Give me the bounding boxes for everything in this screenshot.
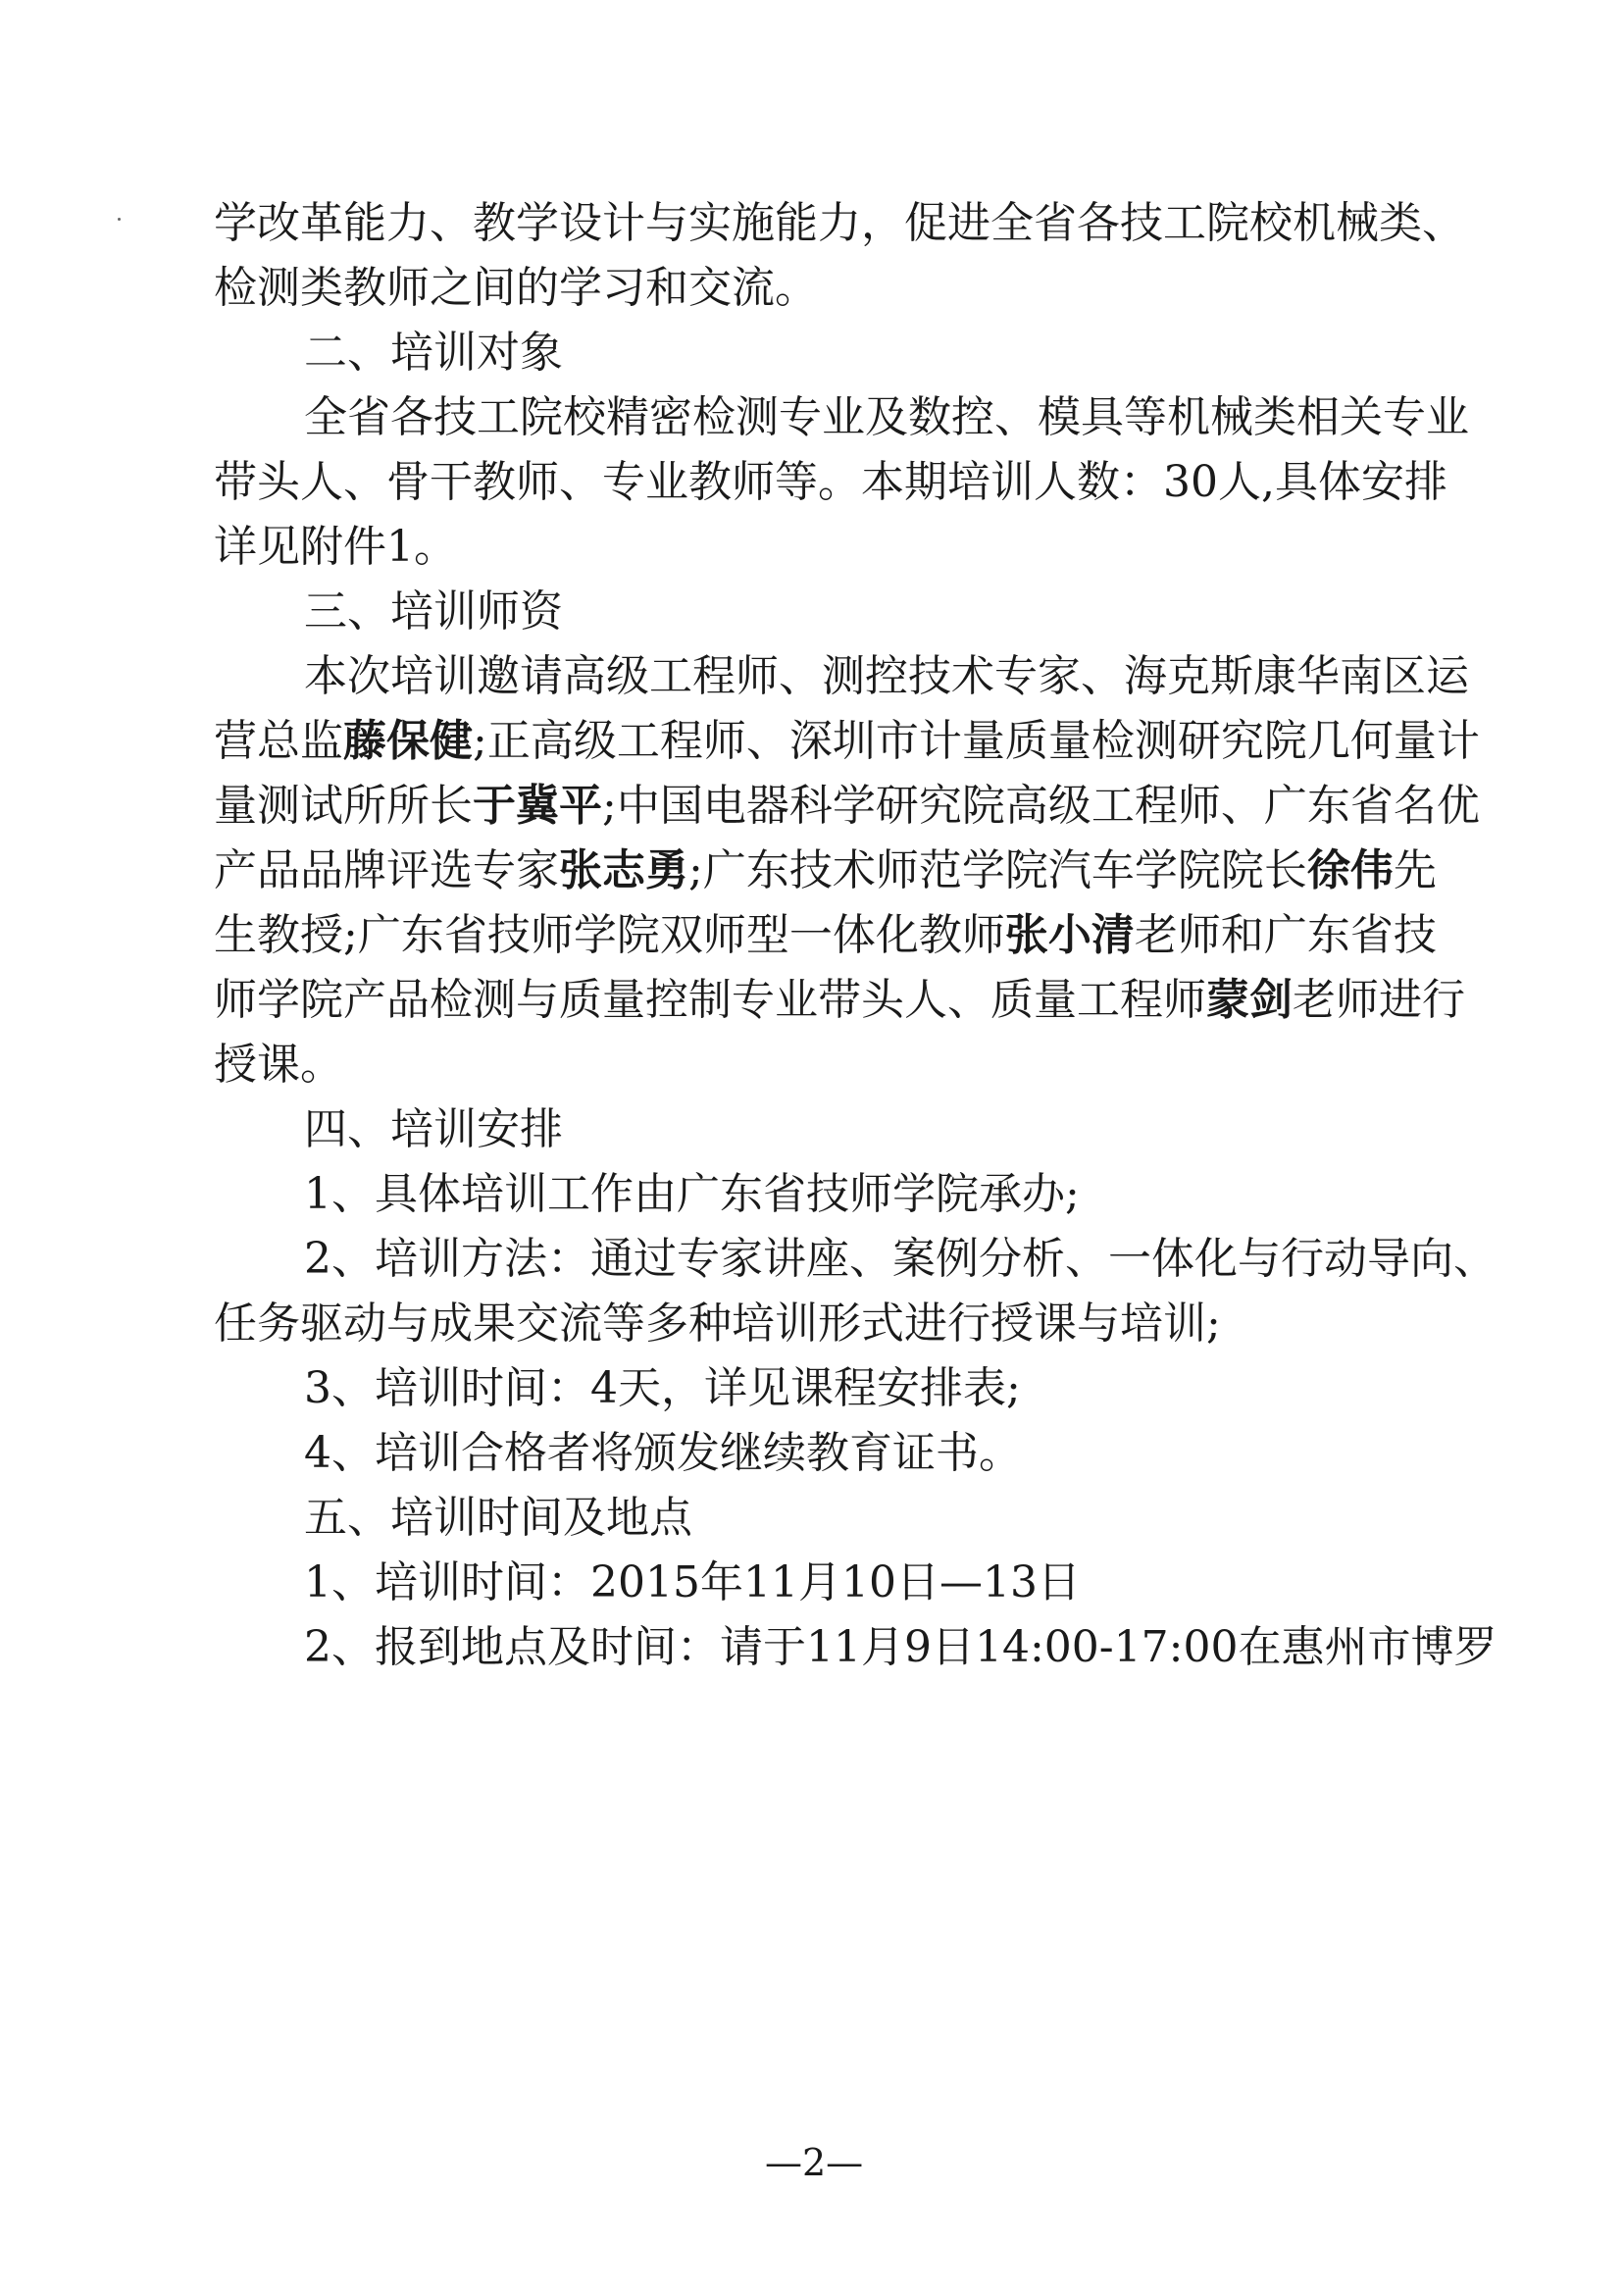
- section-3-line-7: 授课。: [214, 1040, 343, 1090]
- section-3-line-6: [214, 975, 1465, 1025]
- text-run: 营总监: [214, 716, 343, 766]
- section-4-item-2-line-1: 2、培训方法：通过专家讲座、案例分析、一体化与行动导向、: [304, 1234, 1497, 1284]
- section-3-line-5: [214, 910, 1437, 960]
- section-5-item-1: 1、培训时间：2015年11月10日—13日: [304, 1557, 1081, 1607]
- section-2-line-2: 带头人、骨干教师、专业教师等。本期培训人数：30人,具体安排: [214, 457, 1447, 507]
- section-4-item-3: 3、培训时间：4天，详见课程安排表;: [304, 1363, 1021, 1413]
- teacher-name: 张志勇: [559, 845, 688, 895]
- scan-speck: [118, 218, 121, 221]
- text-run: 老师进行: [1293, 975, 1465, 1025]
- teacher-name: 蒙剑: [1206, 975, 1293, 1025]
- section-4-item-1: 1、具体培训工作由广东省技师学院承办;: [304, 1169, 1080, 1219]
- section-2-title: 二、培训对象: [304, 328, 563, 378]
- section-3-title: 三、培训师资: [304, 586, 563, 637]
- section-4-item-4: 4、培训合格者将颁发继续教育证书。: [304, 1428, 1022, 1478]
- section-3-line-4: [214, 845, 1437, 895]
- text-run: 量测试所所长: [214, 781, 473, 831]
- teacher-name: 藤保健: [343, 716, 473, 766]
- text-run: 先: [1393, 845, 1437, 895]
- section-4-item-2-line-2: 任务驱动与成果交流等多种培训形式进行授课与培训;: [214, 1299, 1221, 1349]
- teacher-name: 张小清: [1004, 910, 1135, 960]
- text-run: 师学院产品检测与质量控制专业带头人、质量工程师: [214, 975, 1206, 1025]
- section-3-line-3: [214, 781, 1480, 831]
- intro-line-2: 检测类教师之间的学习和交流。: [214, 263, 818, 313]
- page-number: —2—: [765, 2141, 864, 2184]
- section-5-item-2: 2、报到地点及时间：请于11月9日14:00-17:00在惠州市博罗: [304, 1622, 1497, 1672]
- text-run: ;广东技术师范学院汽车学院院长: [688, 845, 1307, 895]
- text-run: 产品品牌评选专家: [214, 845, 559, 895]
- section-2-line-1: 全省各技工院校精密检测专业及数控、模具等机械类相关专业: [304, 392, 1469, 442]
- section-2-line-3: 详见附件1。: [214, 522, 457, 572]
- text-run: ;中国电器科学研究院高级工程师、广东省名优: [602, 781, 1480, 831]
- teacher-name: 徐伟: [1306, 845, 1394, 895]
- text-run: ;正高级工程师、深圳市计量质量检测研究院几何量计: [473, 716, 1480, 766]
- intro-line-1: 学改革能力、教学设计与实施能力，促进全省各技工院校机械类、: [214, 198, 1465, 248]
- section-3-line-2: [214, 716, 1480, 766]
- section-5-title: 五、培训时间及地点: [304, 1493, 692, 1543]
- text-run: 老师和广东省技: [1134, 910, 1437, 960]
- text-run: 生教授;广东省技师学院双师型一体化教师: [214, 910, 1005, 960]
- section-4-title: 四、培训安排: [304, 1104, 563, 1154]
- section-3-line-1: 本次培训邀请高级工程师、测控技术专家、海克斯康华南区运: [304, 651, 1469, 701]
- teacher-name: 于冀平: [473, 781, 602, 831]
